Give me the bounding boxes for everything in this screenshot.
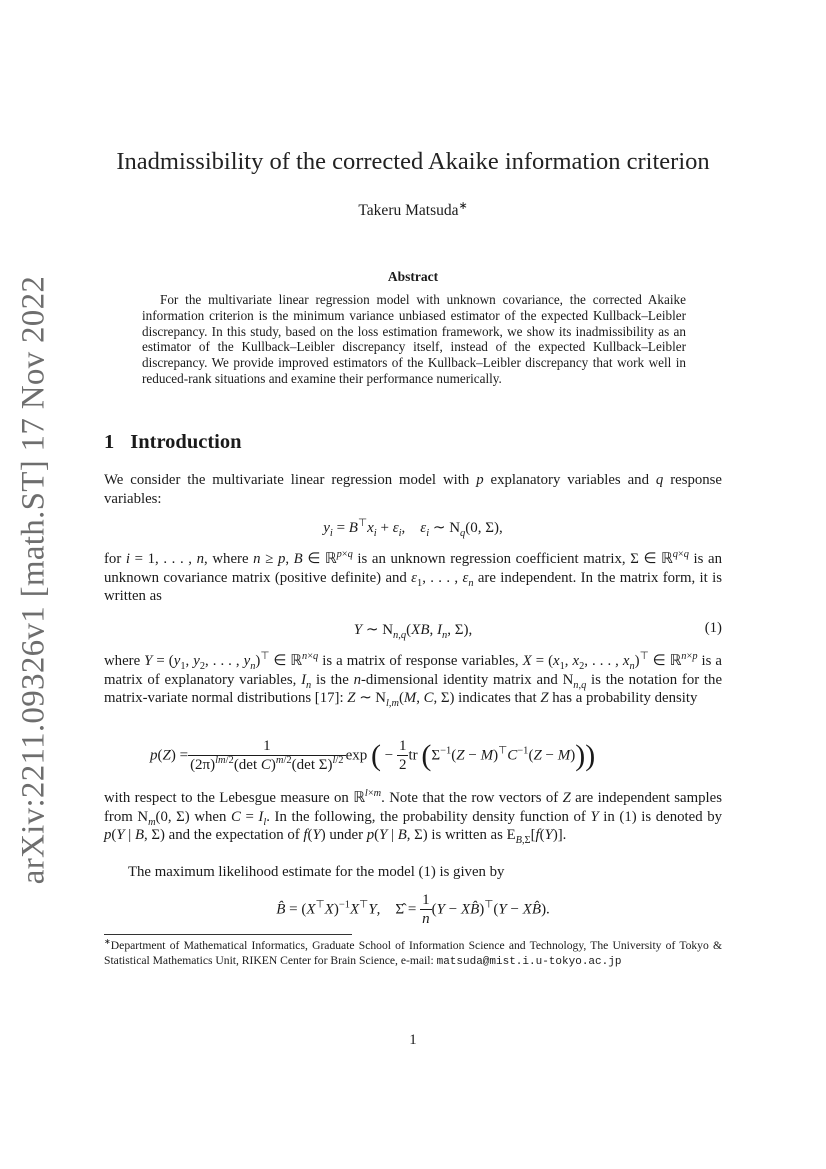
footnote-mark: ∗: [104, 937, 111, 947]
author-name: Takeru Matsuda: [358, 202, 459, 219]
section-title: Introduction: [130, 431, 242, 453]
matrix-form-equation: Y ∼ $N_{n,q}(XB$, $I_n$, Σ),: [353, 622, 473, 641]
footnote-email: matsuda@mist.i.u-tokyo.ac.jp: [436, 955, 622, 968]
author-footnote-mark: ∗: [458, 199, 468, 212]
intro-paragraph-5: The maximum likelihood estimate for the model (1) is given by: [128, 864, 505, 880]
model-equation: $y_i = B^⊤x_i + \varepsilon_i$, $\varepsilon_i$ ∼ $N_q(0$, Σ),: [323, 518, 503, 539]
page-number: 1: [409, 1032, 417, 1048]
intro-paragraph-4: with respect to the Lebesgue measure on ℝ$^{l\times m}$. Note that the row vectors of Z are independent samples from $N_m(0$, Σ) when $C = I_l$. In the following, the probability density function of Y in (1) is denoted by p(Y | B, Σ) and the expectation of f(Y) under p(Y | B, Σ) is written as $E_{B,\Sigma}[f(Y)]$.: [104, 788, 722, 846]
author-line: [0, 199, 826, 220]
paper-title: Inadmissibility of the corrected Akaike information criterion: [116, 148, 710, 175]
footnote: [104, 939, 722, 969]
intro-paragraph-1: We consider the multivariate linear regression model with p explanatory variables and q response variables:: [104, 472, 722, 507]
footnote-text: Department of Mathematical Informatics, Graduate School of Information Science and Technology, The University of Tokyo & Statistical Mathematics Unit, RIKEN Center for Brain Science, e-mail:: [104, 939, 722, 967]
abstract-heading: Abstract: [387, 269, 439, 284]
arxiv-id: arXiv:2211.09326v1 [math.ST] 17 Nov 2022: [15, 275, 52, 885]
abstract-body: For the multivariate linear regression model with unknown covariance, the corrected Akaike information criterion is the minimum variance unbiased estimator of the expected Kullback–Leibler discrepancy. In this study, based on the loss estimation framework, we show its inadmissibility as an estimator of the Kullback–Leibler discrepancy itself, instead of the expected Kullback–Leibler discrepancy. We provide improved estimators of the Kullback–Leibler discrepancy that work well in reduced-rank situations and examine their performance numerically.: [142, 292, 686, 386]
intro-paragraph-2: for i = 1, . . . , n, where n ≥ p, B ∈ ℝ$^{p\times q}$ is an unknown regression coefficient matrix, Σ ∈ ℝ$^{q\times q}$ is an unknown covariance matrix (positive definite) and $\varepsilon_1$, . . . , $\varepsilon_n$ are independent. In the matrix form, it is written as: [104, 549, 722, 604]
section-heading: [104, 431, 242, 454]
section-number: 1: [104, 431, 115, 453]
intro-paragraph-3: where $Y = (y_1$, $y_2$, . . . , $y_n)^⊤$ ∈ ℝ$^{n\times q}$ is a matrix of response variables, $X = (x_1$, $x_2$, . . . , $x_n)^⊤$ ∈ ℝ$^{n\times p}$ is a matrix of explanatory variables, $I_n$ is the n-dimensional identity matrix and $N_{n,q}$ is the notation for the matrix-variate normal distributions [17]: Z ∼ $N_{l,m}(M$, C, Σ) indicates that Z has a probability density: [104, 651, 723, 709]
density-equation: p(Z) = $\frac{1}{(2\pi)^{lm/2}(\det C)^{m/2}(\det \Sigma)^{l/2}}$ exp ( − $\frac{1}{2}$ tr $(\Sigma^{-1}(Z - M)^⊤C^{-1}(Z - M))$): [150, 738, 596, 773]
footnote-rule: [104, 934, 352, 935]
arxiv-sidebar-stamp: [8, 275, 60, 885]
mle-equation: B̂ = $(X^⊤X)^{-1}X^⊤Y$, Σ̂ = $\frac{1}{n}$ (Y − XB̂)⊤(Y − XB̂).: [276, 892, 550, 927]
equation-number: (1): [704, 620, 722, 636]
